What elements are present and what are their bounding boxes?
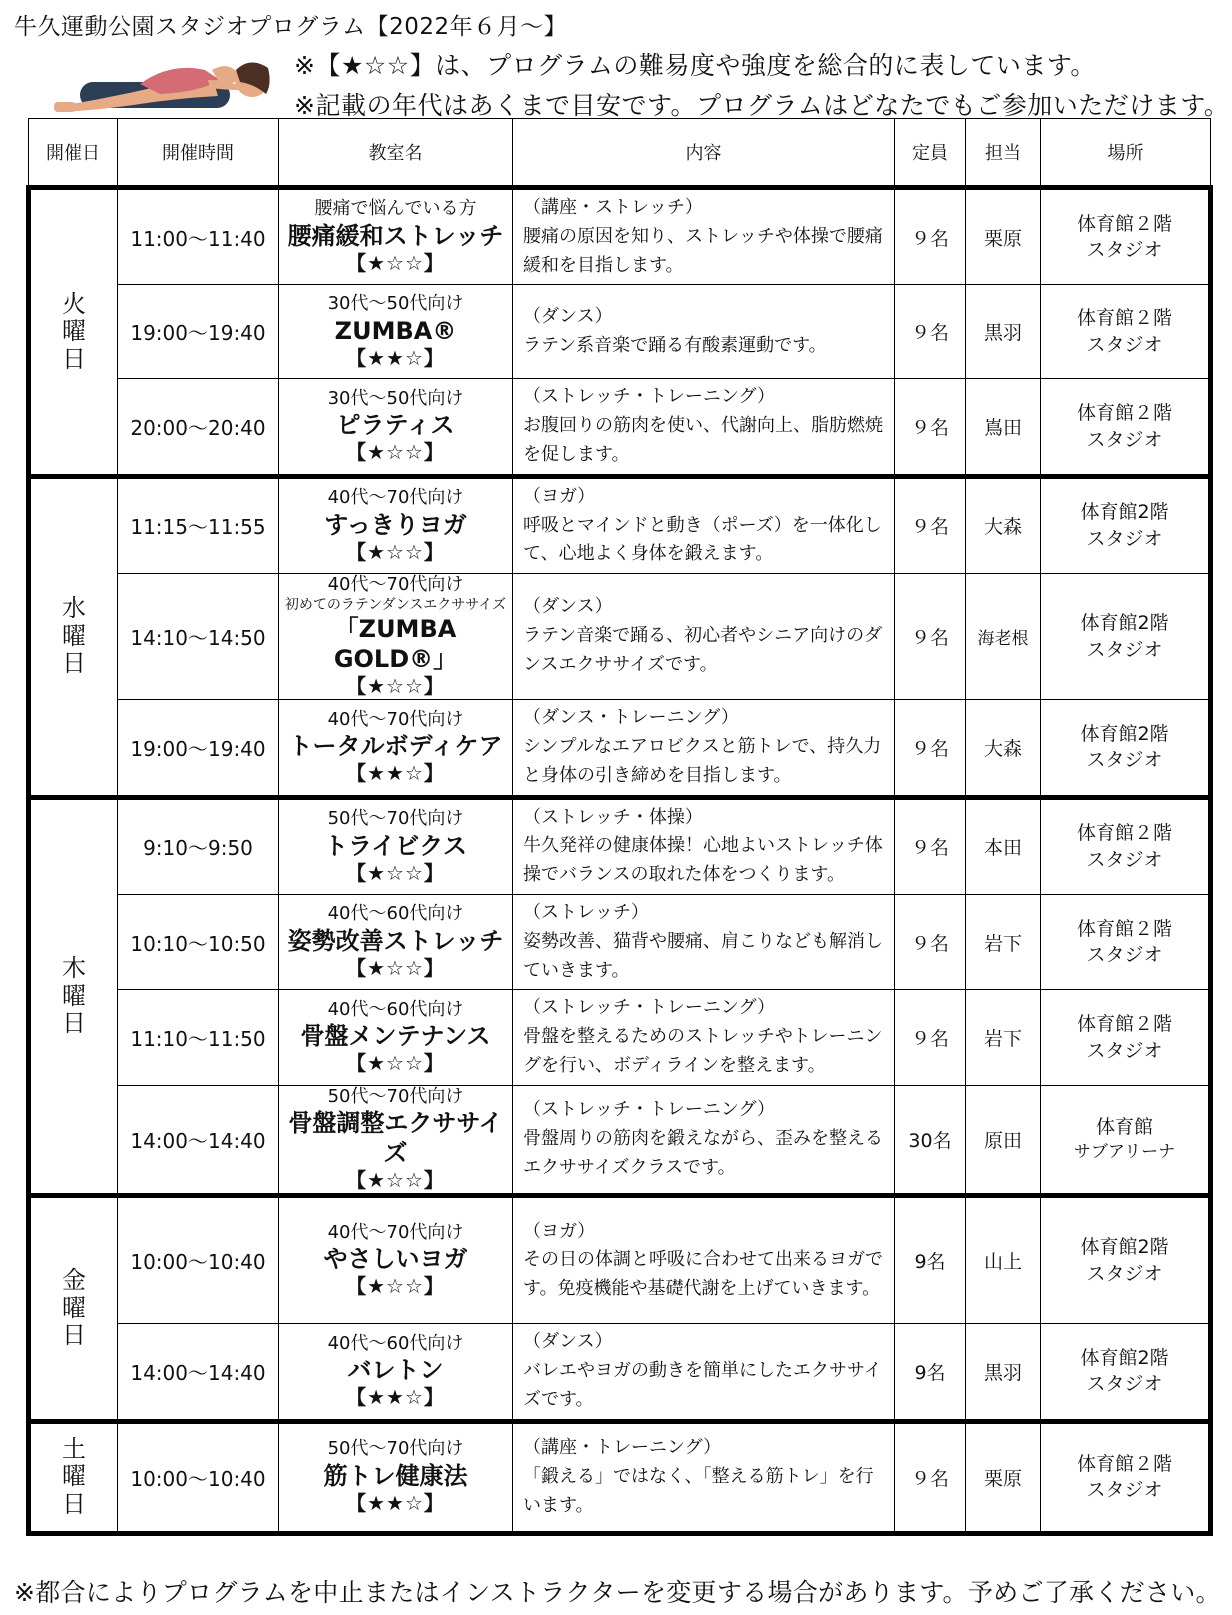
place-building: 体育館２階 <box>1076 1452 1172 1475</box>
class-target: 40代～60代向け <box>327 903 464 925</box>
class-subtitle: 初めてのラテンダンスエクササイズ <box>284 596 507 613</box>
header-capacity: 定員 <box>895 119 966 188</box>
place-room: サブアリーナ <box>1073 1141 1176 1162</box>
content-description: ラテン系音楽で踊る有酸素運動です。 <box>523 334 827 356</box>
content-cell <box>513 1324 895 1421</box>
table-row <box>29 476 1211 573</box>
place-room: スタジオ <box>1086 239 1163 262</box>
table-row <box>29 574 1211 700</box>
difficulty-note: ※【★☆☆】は、プログラムの難易度や強度を総合的に表しています。 <box>294 51 1096 80</box>
time-cell: 14:10～14:50 <box>118 574 279 700</box>
class-name: すっきりヨガ <box>324 510 467 539</box>
content-cell <box>513 990 895 1085</box>
place-cell <box>1041 1421 1211 1533</box>
capacity-cell: 9名 <box>895 1324 966 1421</box>
content-category: （ストレッチ・トレーニング） <box>523 1099 775 1121</box>
content-category: （ストレッチ） <box>523 901 649 923</box>
place-building: 体育館 <box>1095 1116 1153 1139</box>
class-name: トータルボディケア <box>288 732 503 761</box>
class-cell <box>279 476 513 573</box>
time-cell: 14:00～14:40 <box>118 1324 279 1421</box>
place-cell <box>1041 990 1211 1085</box>
class-target: 30代～50代向け <box>327 387 464 409</box>
place-cell <box>1041 700 1211 797</box>
class-target: 腰痛で悩んでいる方 <box>314 198 477 220</box>
difficulty-stars: 【★☆☆】 <box>346 1168 445 1193</box>
table-row <box>29 1196 1211 1324</box>
table-body <box>29 188 1211 1534</box>
footer-note: ※都合によりプログラムを中止またはインストラクターを変更する場合があります。予めご了承ください。 <box>14 1578 1221 1607</box>
place-room: スタジオ <box>1086 428 1163 451</box>
time-cell: 9:10～9:50 <box>118 797 279 894</box>
instructor-cell: 原田 <box>966 1085 1041 1196</box>
header-time: 開催時間 <box>118 119 279 188</box>
place-room: スタジオ <box>1086 848 1163 871</box>
place-room: スタジオ <box>1086 638 1163 661</box>
place-building: 体育館２階 <box>1076 401 1172 424</box>
table-row <box>29 894 1211 989</box>
header-class: 教室名 <box>279 119 513 188</box>
place-room: スタジオ <box>1086 1039 1163 1062</box>
class-cell <box>279 188 513 285</box>
place-cell <box>1041 476 1211 573</box>
class-name: やさしいヨガ <box>323 1245 468 1274</box>
class-target: 50代～70代向け <box>327 1085 464 1107</box>
content-description: 「鍛える」ではなく、「整える筋トレ」を行います。 <box>523 1465 874 1516</box>
place-cell <box>1041 894 1211 989</box>
content-category: （ストレッチ・トレーニング） <box>523 386 775 408</box>
table-row <box>29 797 1211 894</box>
instructor-cell: 本田 <box>966 797 1041 894</box>
page-title: 牛久運動公園スタジオプログラム【2022年６月～】 <box>14 14 568 40</box>
class-target: 40代～70代向け <box>327 708 464 730</box>
place-room: スタジオ <box>1086 944 1163 967</box>
place-room: スタジオ <box>1086 1262 1163 1285</box>
content-description: その日の体調と呼吸に合わせて出来るヨガです。免疫機能や基礎代謝を上げていきます。 <box>523 1249 883 1300</box>
place-building: 体育館２階 <box>1076 822 1172 845</box>
place-cell <box>1041 1085 1211 1196</box>
content-description: ラテン音楽で踊る、初心者やシニア向けのダンスエクササイズです。 <box>523 625 883 676</box>
content-description: 牛久発祥の健康体操！心地よいストレッチ体操でバランスの取れた体をつくります。 <box>523 835 883 886</box>
capacity-cell: ９名 <box>895 1421 966 1533</box>
time-cell: 10:10～10:50 <box>118 894 279 989</box>
class-name: 骨盤メンテナンス <box>300 1022 491 1051</box>
place-building: 体育館２階 <box>1076 212 1172 235</box>
class-target: 40代～70代向け <box>327 487 464 509</box>
class-cell <box>279 1085 513 1196</box>
difficulty-stars: 【★★☆】 <box>346 1385 445 1410</box>
content-cell <box>513 379 895 476</box>
content-cell <box>513 1421 895 1533</box>
table-row <box>29 700 1211 797</box>
time-cell: 10:00～10:40 <box>118 1421 279 1533</box>
capacity-cell: ９名 <box>895 894 966 989</box>
day-cell <box>29 797 118 1196</box>
program-schedule-table <box>26 118 1213 1536</box>
class-name: 筋トレ健康法 <box>323 1461 468 1490</box>
difficulty-stars: 【★☆☆】 <box>346 440 445 465</box>
class-target: 50代～70代向け <box>327 808 464 829</box>
content-cell <box>513 1085 895 1196</box>
table-row <box>29 188 1211 285</box>
day-label: 火曜日 <box>61 289 86 373</box>
day-cell <box>29 1421 118 1533</box>
stretching-woman-illustration <box>40 40 280 120</box>
instructor-cell: 岩下 <box>966 894 1041 989</box>
class-name: 「ZUMBA GOLD®」 <box>333 615 458 674</box>
place-room: スタジオ <box>1086 1373 1163 1396</box>
place-building: 体育館２階 <box>1076 307 1172 330</box>
content-cell <box>513 574 895 700</box>
class-name: ピラティス <box>336 411 455 440</box>
time-cell: 11:00～11:40 <box>118 188 279 285</box>
header-day: 開催日 <box>29 119 118 188</box>
class-cell <box>279 285 513 379</box>
instructor-cell: 岩下 <box>966 990 1041 1085</box>
header-instructor: 担当 <box>966 119 1041 188</box>
table-row <box>29 1324 1211 1421</box>
capacity-cell: ９名 <box>895 379 966 476</box>
time-cell: 20:00～20:40 <box>118 379 279 476</box>
place-cell <box>1041 188 1211 285</box>
table-row <box>29 379 1211 476</box>
capacity-cell: ９名 <box>895 700 966 797</box>
content-cell <box>513 188 895 285</box>
content-category: （ヨガ） <box>523 1220 596 1242</box>
capacity-cell: 9名 <box>895 1196 966 1324</box>
header-content: 内容 <box>513 119 895 188</box>
content-category: （講座・ストレッチ） <box>523 197 703 218</box>
place-building: 体育館2階 <box>1080 1236 1169 1259</box>
class-name: 姿勢改善ストレッチ <box>287 926 504 955</box>
class-cell <box>279 797 513 894</box>
content-category: （ダンス） <box>523 306 613 328</box>
class-cell <box>279 574 513 700</box>
table-row <box>29 1085 1211 1196</box>
place-building: 体育館2階 <box>1080 1346 1169 1369</box>
place-building: 体育館2階 <box>1080 612 1169 635</box>
content-description: 骨盤を整えるためのストレッチやトレーニングを行い、ボディラインを整えます。 <box>523 1026 883 1076</box>
content-description: お腹回りの筋肉を使い、代謝向上、脂肪燃焼を促します。 <box>523 415 883 465</box>
content-category: （ストレッチ・トレーニング） <box>523 997 775 1019</box>
time-cell: 14:00～14:40 <box>118 1085 279 1196</box>
day-label: 金曜日 <box>61 1266 86 1350</box>
content-category: （ダンス・トレーニング） <box>523 707 739 729</box>
class-target: 40代～60代向け <box>327 1332 464 1354</box>
day-cell <box>29 188 118 477</box>
instructor-cell: 大森 <box>966 476 1041 573</box>
capacity-cell: ９名 <box>895 476 966 573</box>
class-name: 腰痛緩和ストレッチ <box>287 221 504 250</box>
capacity-cell: ９名 <box>895 797 966 894</box>
class-name: バレトン <box>347 1356 444 1385</box>
content-description: 腰痛の原因を知り、ストレッチや体操で腰痛緩和を目指します。 <box>523 225 883 276</box>
instructor-cell: 嶌田 <box>966 379 1041 476</box>
content-category: （ダンス） <box>523 596 613 618</box>
class-target: 50代～70代向け <box>327 1438 464 1460</box>
class-name: トライビクス <box>323 831 468 860</box>
difficulty-stars: 【★☆☆】 <box>346 1274 445 1299</box>
content-cell <box>513 285 895 379</box>
place-building: 体育館２階 <box>1076 917 1172 940</box>
capacity-cell: ９名 <box>895 574 966 700</box>
difficulty-stars: 【★★☆】 <box>346 345 445 370</box>
content-cell <box>513 700 895 797</box>
table-row <box>29 1421 1211 1533</box>
difficulty-stars: 【★☆☆】 <box>346 1051 445 1076</box>
place-cell <box>1041 574 1211 700</box>
instructor-cell: 栗原 <box>966 188 1041 285</box>
instructor-cell: 黒羽 <box>966 285 1041 379</box>
day-label: 土曜日 <box>61 1434 86 1518</box>
content-category: （ヨガ） <box>523 485 596 507</box>
class-cell <box>279 700 513 797</box>
difficulty-stars: 【★☆☆】 <box>346 250 445 275</box>
class-cell <box>279 894 513 989</box>
content-description: 姿勢改善、猫背や腰痛、肩こりなども解消していきます。 <box>523 930 883 981</box>
place-cell <box>1041 379 1211 476</box>
day-cell <box>29 476 118 797</box>
capacity-cell: ９名 <box>895 188 966 285</box>
class-target: 30代～50代向け <box>327 293 464 315</box>
capacity-cell: 30名 <box>895 1085 966 1196</box>
class-name: ZUMBA® <box>334 316 457 345</box>
table-header-row <box>29 119 1211 188</box>
content-description: 呼吸とマインドと動き（ポーズ）を一体化して、心地よく身体を鍛えます。 <box>523 514 882 565</box>
instructor-cell: 黒羽 <box>966 1324 1041 1421</box>
table-row <box>29 990 1211 1085</box>
content-description: バレエやヨガの動きを簡単にしたエクササイズです。 <box>523 1360 882 1410</box>
class-cell <box>279 379 513 476</box>
time-cell: 19:00～19:40 <box>118 700 279 797</box>
class-target: 40代～70代向け <box>327 574 464 596</box>
class-cell <box>279 990 513 1085</box>
place-building: 体育館２階 <box>1076 1012 1172 1035</box>
difficulty-stars: 【★☆☆】 <box>346 539 445 564</box>
place-cell <box>1041 285 1211 379</box>
time-cell: 10:00～10:40 <box>118 1196 279 1324</box>
content-category: （ダンス） <box>523 1331 613 1353</box>
capacity-cell: ９名 <box>895 285 966 379</box>
time-cell: 11:15～11:55 <box>118 476 279 573</box>
difficulty-stars: 【★☆☆】 <box>346 860 445 885</box>
class-target: 40代～70代向け <box>327 1221 464 1243</box>
instructor-cell: 海老根 <box>966 574 1041 700</box>
header-place: 場所 <box>1041 119 1211 188</box>
content-cell <box>513 476 895 573</box>
place-cell <box>1041 1196 1211 1324</box>
class-cell <box>279 1421 513 1533</box>
content-cell <box>513 1196 895 1324</box>
class-cell <box>279 1324 513 1421</box>
place-room: スタジオ <box>1086 749 1163 772</box>
place-building: 体育館2階 <box>1080 722 1169 745</box>
difficulty-stars: 【★★☆】 <box>346 761 445 786</box>
capacity-cell: ９名 <box>895 990 966 1085</box>
difficulty-stars: 【★☆☆】 <box>346 955 445 980</box>
class-target: 40代～60代向け <box>327 998 464 1020</box>
day-cell <box>29 1196 118 1421</box>
place-building: 体育館2階 <box>1080 501 1169 524</box>
time-cell: 19:00～19:40 <box>118 285 279 379</box>
day-label: 木曜日 <box>61 954 86 1038</box>
place-room: スタジオ <box>1086 333 1163 356</box>
place-cell <box>1041 1324 1211 1421</box>
instructor-cell: 栗原 <box>966 1421 1041 1533</box>
difficulty-stars: 【★★☆】 <box>346 1490 445 1515</box>
instructor-cell: 山上 <box>966 1196 1041 1324</box>
content-category: （講座・トレーニング） <box>523 1436 722 1458</box>
time-cell: 11:10～11:50 <box>118 990 279 1085</box>
content-cell <box>513 797 895 894</box>
class-cell <box>279 1196 513 1324</box>
day-label: 水曜日 <box>61 594 86 678</box>
content-cell <box>513 894 895 989</box>
instructor-cell: 大森 <box>966 700 1041 797</box>
place-room: スタジオ <box>1086 1479 1163 1502</box>
class-name: 骨盤調整エクササイズ <box>288 1109 503 1168</box>
age-note: ※記載の年代はあくまで目安です。プログラムはどなたでもご参加いただけます。 <box>294 91 1230 120</box>
table-row <box>29 285 1211 379</box>
content-description: 骨盤周りの筋肉を鍛えながら、歪みを整えるエクササイズクラスです。 <box>523 1128 883 1178</box>
difficulty-stars: 【★☆☆】 <box>346 674 445 699</box>
place-cell <box>1041 797 1211 894</box>
content-category: （ストレッチ・体操） <box>523 806 703 828</box>
content-description: シンプルなエアロビクスと筋トレで、持久力と身体の引き締めを目指します。 <box>523 735 882 786</box>
place-room: スタジオ <box>1086 527 1163 550</box>
